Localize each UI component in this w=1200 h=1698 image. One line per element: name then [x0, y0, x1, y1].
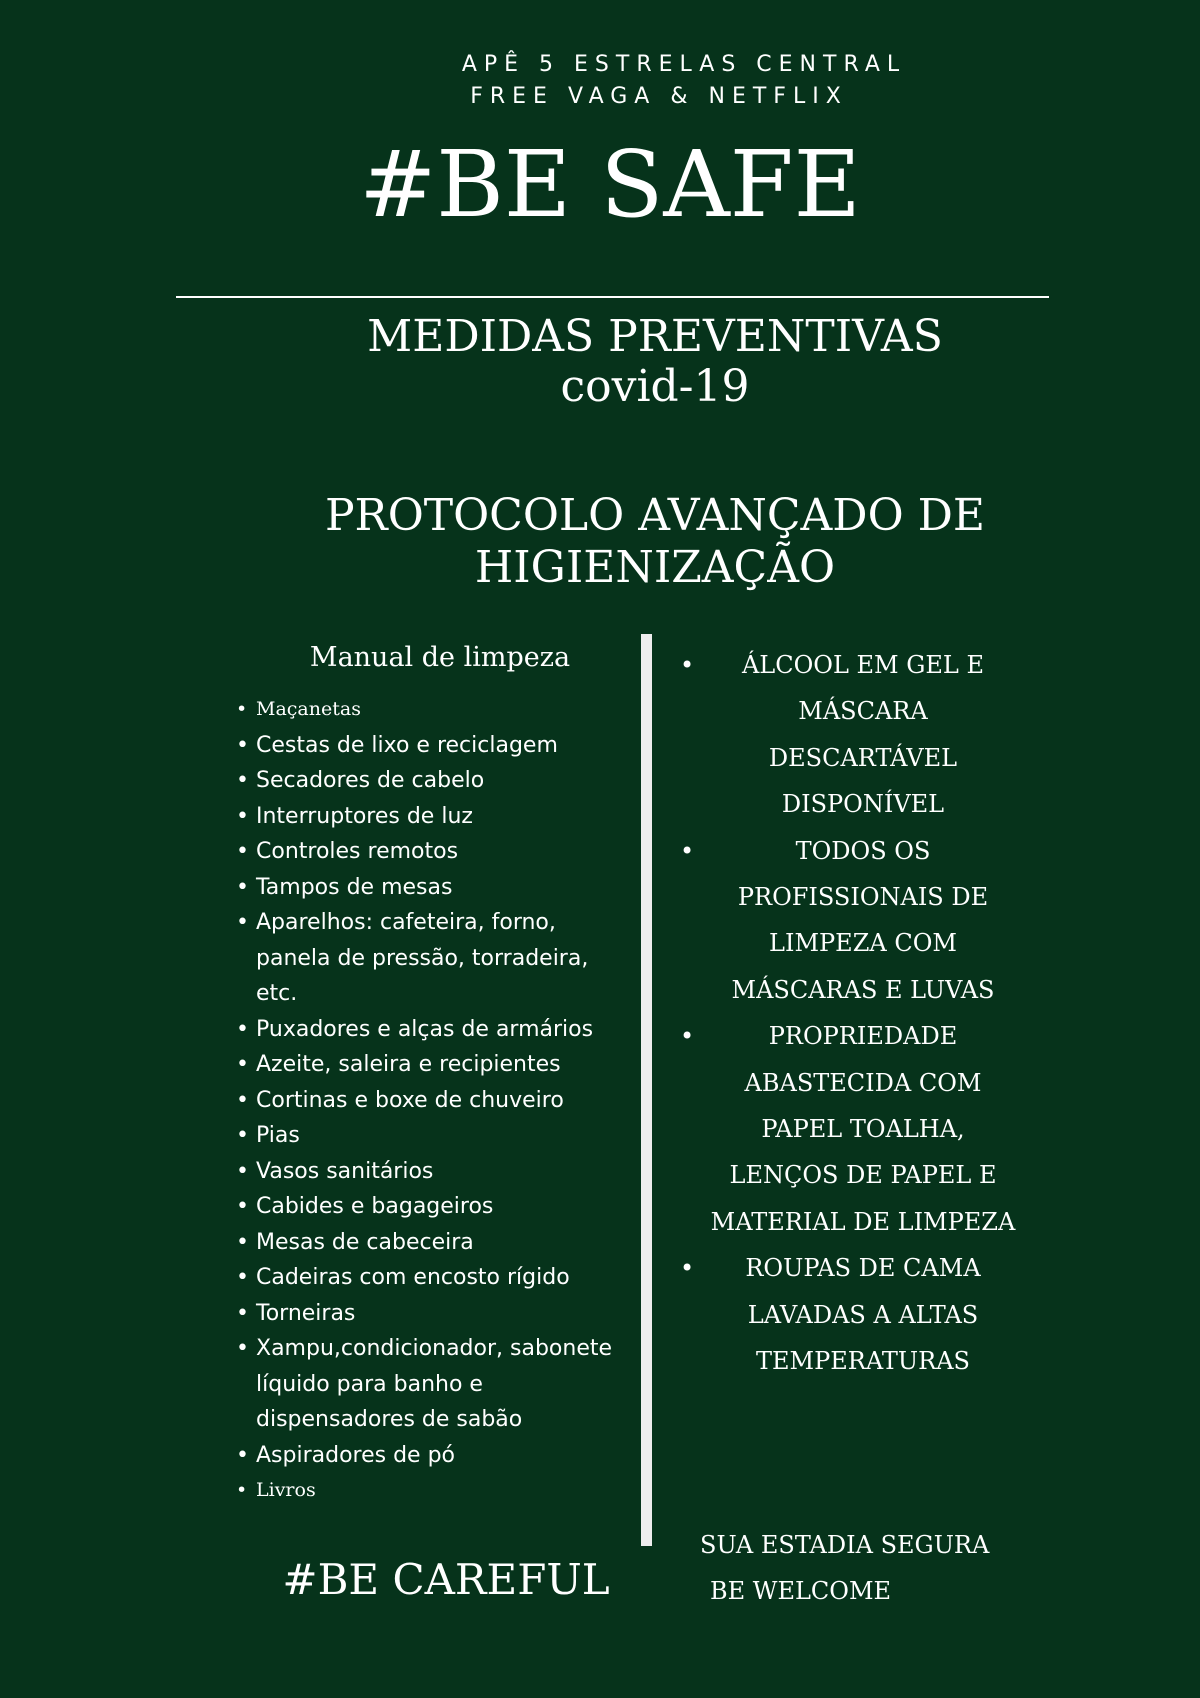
- headline-be-safe: #BE SAFE: [359, 131, 861, 238]
- list-item: • Vasos sanitários: [236, 1154, 616, 1190]
- list-item: • Maçanetas: [236, 692, 616, 728]
- safety-measures-list: [670, 642, 1020, 1385]
- list-item: • Interruptores de luz: [236, 799, 616, 835]
- column-divider: [641, 634, 652, 1546]
- list-item: • ROUPAS DE CAMA LAVADAS A ALTAS TEMPERATURAS: [670, 1245, 1020, 1384]
- measures-title: [0, 312, 1200, 412]
- list-item: • TODOS OS PROFISSIONAIS DE LIMPEZA COM MÁSCARAS E LUVAS: [670, 828, 1020, 1014]
- list-item: • Cadeiras com encosto rígido: [236, 1260, 616, 1296]
- list-item: • Torneiras: [236, 1296, 616, 1332]
- measures-line1: MEDIDAS PREVENTIVAS: [367, 311, 943, 362]
- property-name: APÊ 5 ESTRELAS CENTRAL: [461, 52, 907, 77]
- closing-line1: SUA ESTADIA SEGURA: [700, 1531, 990, 1559]
- protocol-line2: HIGIENIZAÇÃO: [474, 542, 836, 593]
- list-item: • Tampos de mesas: [236, 870, 616, 906]
- list-item: • Pias: [236, 1118, 616, 1154]
- measures-line2: covid-19: [560, 361, 750, 412]
- list-item: • ÁLCOOL EM GEL E MÁSCARA DESCARTÁVEL DISPONÍVEL: [670, 642, 1020, 828]
- list-item: • Azeite, saleira e recipientes: [236, 1047, 616, 1083]
- divider-line: [176, 296, 1049, 298]
- property-amenities: FREE VAGA & NETFLIX: [470, 84, 848, 109]
- list-item: • Aspiradores de pó: [236, 1438, 616, 1474]
- list-item: • Controles remotos: [236, 834, 616, 870]
- list-item: • Cestas de lixo e reciclagem: [236, 728, 616, 764]
- list-item: • Xampu,condicionador, sabonete líquido para banho e dispensadores de sabão: [236, 1331, 616, 1438]
- list-item: • PROPRIEDADE ABASTECIDA COM PAPEL TOALHA, LENÇOS DE PAPEL E MATERIAL DE LIMPEZA: [670, 1013, 1020, 1245]
- protocol-title: [0, 490, 1200, 594]
- cleaning-list: [236, 692, 616, 1509]
- list-item: • Livros: [236, 1473, 616, 1509]
- list-item: • Cabides e bagageiros: [236, 1189, 616, 1225]
- list-item: • Puxadores e alças de armários: [236, 1012, 616, 1048]
- closing-message: [700, 1522, 1020, 1614]
- manual-title: Manual de limpeza: [309, 642, 571, 673]
- headline-be-careful: #BE CAREFUL: [282, 1555, 610, 1604]
- list-item: • Secadores de cabelo: [236, 763, 616, 799]
- list-item: • Mesas de cabeceira: [236, 1225, 616, 1261]
- closing-line2: BE WELCOME: [710, 1577, 892, 1605]
- list-item: • Cortinas e boxe de chuveiro: [236, 1083, 616, 1119]
- list-item: • Aparelhos: cafeteira, forno, panela de pressão, torradeira, etc.: [236, 905, 616, 1012]
- protocol-line1: PROTOCOLO AVANÇADO DE: [324, 490, 986, 541]
